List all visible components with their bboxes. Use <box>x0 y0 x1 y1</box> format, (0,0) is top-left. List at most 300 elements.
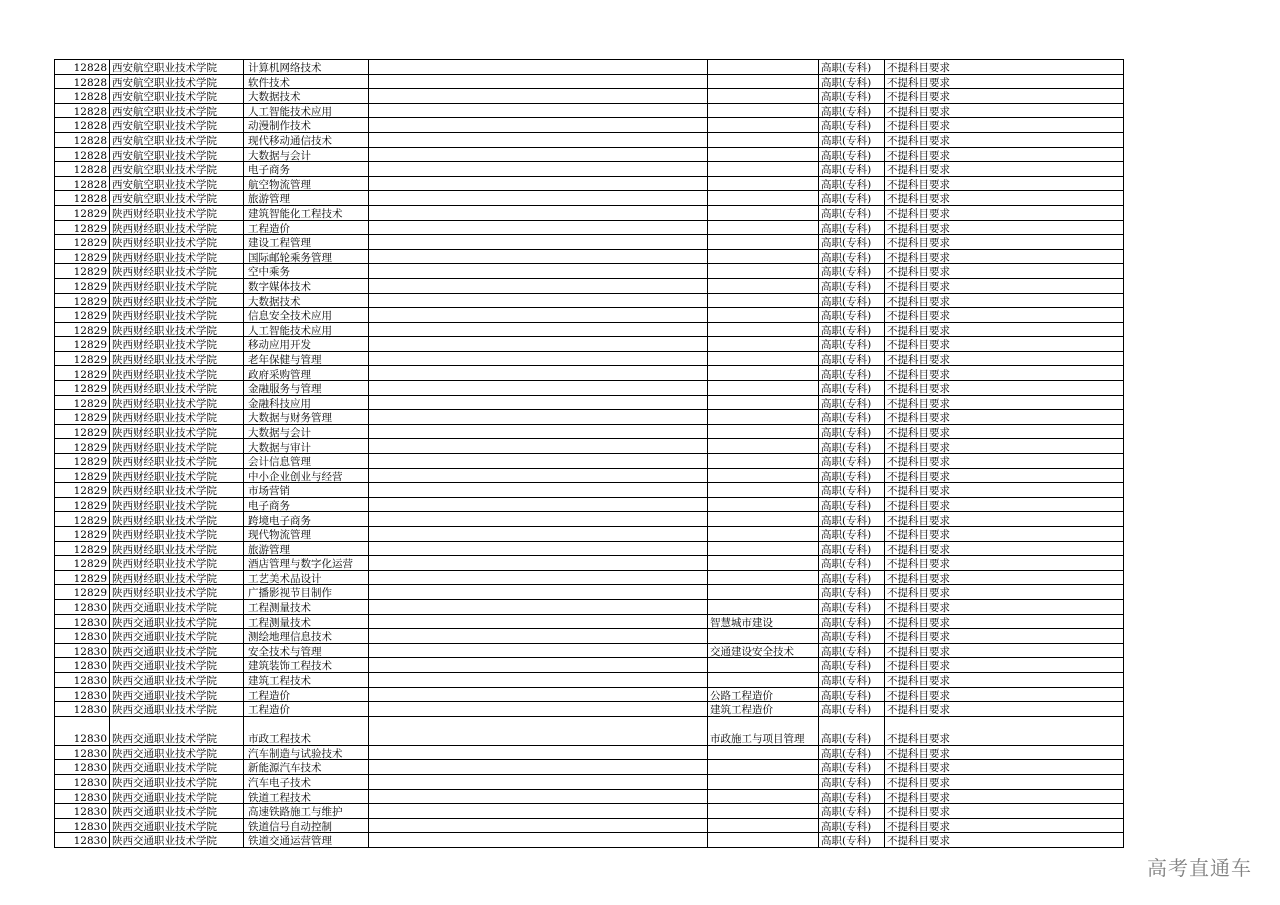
cell-subject-requirement: 不提科目要求 <box>885 497 1124 512</box>
cell-major-direction <box>708 570 819 585</box>
cell-school-code: 12829 <box>55 395 110 410</box>
cell-note <box>369 614 708 629</box>
cell-subject-requirement: 不提科目要求 <box>885 687 1124 702</box>
cell-school-name: 西安航空职业技术学院 <box>110 118 244 133</box>
cell-school-name: 陕西交通职业技术学院 <box>110 643 244 658</box>
cell-level: 高职(专科) <box>819 658 885 673</box>
cell-school-name: 陕西交通职业技术学院 <box>110 658 244 673</box>
cell-major-direction <box>708 760 819 775</box>
cell-note <box>369 118 708 133</box>
cell-school-name: 陕西财经职业技术学院 <box>110 556 244 571</box>
cell-note <box>369 512 708 527</box>
cell-major-name: 中小企业创业与经营 <box>244 468 369 483</box>
cell-level: 高职(专科) <box>819 804 885 819</box>
table-row <box>55 658 1124 673</box>
table-row <box>55 804 1124 819</box>
cell-major-name: 大数据与财务管理 <box>244 410 369 425</box>
cell-major-name: 金融服务与管理 <box>244 381 369 396</box>
cell-school-code: 12829 <box>55 527 110 542</box>
table-row <box>55 483 1124 498</box>
cell-subject-requirement: 不提科目要求 <box>885 658 1124 673</box>
cell-note <box>369 833 708 848</box>
table-body <box>55 60 1124 848</box>
table-row <box>55 220 1124 235</box>
cell-major-name: 现代物流管理 <box>244 527 369 542</box>
cell-note <box>369 774 708 789</box>
cell-school-code: 12828 <box>55 191 110 206</box>
cell-major-name: 信息安全技术应用 <box>244 308 369 323</box>
cell-school-name: 陕西交通职业技术学院 <box>110 687 244 702</box>
cell-major-direction <box>708 439 819 454</box>
table-row <box>55 672 1124 687</box>
cell-level: 高职(专科) <box>819 745 885 760</box>
cell-major-name: 建设工程管理 <box>244 235 369 250</box>
cell-school-code: 12829 <box>55 541 110 556</box>
cell-subject-requirement: 不提科目要求 <box>885 322 1124 337</box>
cell-school-code: 12830 <box>55 687 110 702</box>
cell-major-name: 酒店管理与数字化运营 <box>244 556 369 571</box>
cell-note <box>369 745 708 760</box>
cell-note <box>369 395 708 410</box>
cell-school-name: 陕西财经职业技术学院 <box>110 249 244 264</box>
cell-major-direction <box>708 235 819 250</box>
cell-major-name: 测绘地理信息技术 <box>244 629 369 644</box>
table-row <box>55 789 1124 804</box>
cell-major-name: 大数据与会计 <box>244 147 369 162</box>
cell-subject-requirement: 不提科目要求 <box>885 74 1124 89</box>
cell-major-direction <box>708 381 819 396</box>
table-row <box>55 629 1124 644</box>
cell-major-direction <box>708 176 819 191</box>
cell-subject-requirement: 不提科目要求 <box>885 570 1124 585</box>
cell-major-name: 软件技术 <box>244 74 369 89</box>
cell-subject-requirement: 不提科目要求 <box>885 162 1124 177</box>
cell-school-name: 陕西交通职业技术学院 <box>110 614 244 629</box>
cell-major-direction <box>708 74 819 89</box>
cell-major-direction <box>708 89 819 104</box>
cell-level: 高职(专科) <box>819 541 885 556</box>
cell-major-direction: 交通建设安全技术 <box>708 643 819 658</box>
cell-level: 高职(专科) <box>819 702 885 717</box>
cell-major-direction <box>708 512 819 527</box>
cell-subject-requirement: 不提科目要求 <box>885 424 1124 439</box>
table-row <box>55 833 1124 848</box>
cell-subject-requirement: 不提科目要求 <box>885 527 1124 542</box>
cell-note <box>369 132 708 147</box>
cell-note <box>369 337 708 352</box>
cell-level: 高职(专科) <box>819 103 885 118</box>
cell-subject-requirement: 不提科目要求 <box>885 235 1124 250</box>
table-row <box>55 366 1124 381</box>
cell-major-direction <box>708 395 819 410</box>
cell-major-name: 移动应用开发 <box>244 337 369 352</box>
cell-school-code: 12830 <box>55 599 110 614</box>
cell-major-name: 旅游管理 <box>244 541 369 556</box>
cell-subject-requirement: 不提科目要求 <box>885 264 1124 279</box>
cell-major-name: 空中乘务 <box>244 264 369 279</box>
cell-subject-requirement: 不提科目要求 <box>885 585 1124 600</box>
table-row <box>55 424 1124 439</box>
cell-level: 高职(专科) <box>819 191 885 206</box>
cell-level: 高职(专科) <box>819 278 885 293</box>
cell-school-name: 陕西财经职业技术学院 <box>110 278 244 293</box>
cell-major-name: 铁道工程技术 <box>244 789 369 804</box>
cell-level: 高职(专科) <box>819 716 885 745</box>
cell-note <box>369 789 708 804</box>
cell-note <box>369 468 708 483</box>
cell-school-name: 陕西财经职业技术学院 <box>110 293 244 308</box>
cell-major-direction <box>708 337 819 352</box>
cell-level: 高职(专科) <box>819 570 885 585</box>
table-row <box>55 643 1124 658</box>
table-row <box>55 614 1124 629</box>
cell-note <box>369 483 708 498</box>
cell-school-code: 12829 <box>55 497 110 512</box>
cell-school-name: 陕西交通职业技术学院 <box>110 745 244 760</box>
cell-note <box>369 410 708 425</box>
cell-school-code: 12830 <box>55 745 110 760</box>
table-row <box>55 147 1124 162</box>
watermark-text: 高考直通车 <box>1147 856 1252 880</box>
cell-level: 高职(专科) <box>819 556 885 571</box>
cell-school-name: 陕西交通职业技术学院 <box>110 833 244 848</box>
cell-school-name: 陕西交通职业技术学院 <box>110 702 244 717</box>
cell-level: 高职(专科) <box>819 410 885 425</box>
cell-subject-requirement: 不提科目要求 <box>885 702 1124 717</box>
cell-school-code: 12828 <box>55 60 110 75</box>
cell-subject-requirement: 不提科目要求 <box>885 337 1124 352</box>
cell-note <box>369 278 708 293</box>
cell-major-direction <box>708 672 819 687</box>
cell-school-name: 陕西财经职业技术学院 <box>110 395 244 410</box>
table-row <box>55 599 1124 614</box>
cell-major-name: 市政工程技术 <box>244 716 369 745</box>
cell-subject-requirement: 不提科目要求 <box>885 745 1124 760</box>
table-row <box>55 745 1124 760</box>
cell-note <box>369 818 708 833</box>
table-row <box>55 527 1124 542</box>
cell-school-name: 西安航空职业技术学院 <box>110 89 244 104</box>
cell-major-name: 大数据技术 <box>244 293 369 308</box>
cell-level: 高职(专科) <box>819 220 885 235</box>
table-row <box>55 760 1124 775</box>
cell-subject-requirement: 不提科目要求 <box>885 147 1124 162</box>
cell-school-code: 12828 <box>55 118 110 133</box>
table-row <box>55 89 1124 104</box>
cell-major-name: 跨境电子商务 <box>244 512 369 527</box>
cell-school-code: 12829 <box>55 337 110 352</box>
cell-subject-requirement: 不提科目要求 <box>885 716 1124 745</box>
cell-level: 高职(专科) <box>819 337 885 352</box>
cell-school-code: 12830 <box>55 716 110 745</box>
cell-school-name: 西安航空职业技术学院 <box>110 103 244 118</box>
cell-subject-requirement: 不提科目要求 <box>885 220 1124 235</box>
table-row <box>55 468 1124 483</box>
cell-major-direction <box>708 556 819 571</box>
table-row <box>55 687 1124 702</box>
cell-major-name: 旅游管理 <box>244 191 369 206</box>
cell-major-name: 工艺美术品设计 <box>244 570 369 585</box>
cell-school-code: 12828 <box>55 89 110 104</box>
cell-subject-requirement: 不提科目要求 <box>885 833 1124 848</box>
cell-subject-requirement: 不提科目要求 <box>885 103 1124 118</box>
cell-subject-requirement: 不提科目要求 <box>885 760 1124 775</box>
cell-subject-requirement: 不提科目要求 <box>885 132 1124 147</box>
cell-school-code: 12830 <box>55 804 110 819</box>
cell-school-name: 西安航空职业技术学院 <box>110 74 244 89</box>
cell-major-direction <box>708 818 819 833</box>
cell-level: 高职(专科) <box>819 205 885 220</box>
cell-major-direction <box>708 541 819 556</box>
cell-school-code: 12829 <box>55 235 110 250</box>
cell-major-name: 新能源汽车技术 <box>244 760 369 775</box>
cell-note <box>369 585 708 600</box>
cell-major-direction <box>708 220 819 235</box>
cell-school-code: 12828 <box>55 74 110 89</box>
cell-major-direction <box>708 804 819 819</box>
cell-school-name: 陕西财经职业技术学院 <box>110 308 244 323</box>
table-row <box>55 118 1124 133</box>
cell-school-name: 陕西财经职业技术学院 <box>110 483 244 498</box>
cell-school-code: 12829 <box>55 468 110 483</box>
cell-note <box>369 308 708 323</box>
cell-note <box>369 454 708 469</box>
cell-major-direction <box>708 191 819 206</box>
cell-school-name: 西安航空职业技术学院 <box>110 191 244 206</box>
table-row <box>55 162 1124 177</box>
cell-school-name: 西安航空职业技术学院 <box>110 132 244 147</box>
cell-level: 高职(专科) <box>819 512 885 527</box>
cell-major-name: 安全技术与管理 <box>244 643 369 658</box>
cell-major-direction <box>708 599 819 614</box>
table-row <box>55 541 1124 556</box>
cell-school-name: 西安航空职业技术学院 <box>110 60 244 75</box>
cell-school-code: 12829 <box>55 410 110 425</box>
cell-note <box>369 760 708 775</box>
table-row <box>55 132 1124 147</box>
cell-major-name: 汽车制造与试验技术 <box>244 745 369 760</box>
cell-school-code: 12830 <box>55 833 110 848</box>
cell-note <box>369 74 708 89</box>
cell-major-name: 动漫制作技术 <box>244 118 369 133</box>
cell-major-direction: 建筑工程造价 <box>708 702 819 717</box>
cell-school-name: 陕西财经职业技术学院 <box>110 585 244 600</box>
cell-school-name: 陕西财经职业技术学院 <box>110 570 244 585</box>
cell-note <box>369 687 708 702</box>
cell-note <box>369 716 708 745</box>
cell-school-name: 陕西财经职业技术学院 <box>110 235 244 250</box>
cell-major-direction <box>708 658 819 673</box>
cell-school-code: 12829 <box>55 556 110 571</box>
cell-note <box>369 672 708 687</box>
cell-school-code: 12828 <box>55 176 110 191</box>
cell-level: 高职(专科) <box>819 249 885 264</box>
cell-subject-requirement: 不提科目要求 <box>885 818 1124 833</box>
table-row <box>55 74 1124 89</box>
table-row <box>55 774 1124 789</box>
cell-level: 高职(专科) <box>819 439 885 454</box>
cell-major-direction <box>708 629 819 644</box>
cell-note <box>369 424 708 439</box>
cell-subject-requirement: 不提科目要求 <box>885 789 1124 804</box>
cell-subject-requirement: 不提科目要求 <box>885 643 1124 658</box>
table-row <box>55 716 1124 745</box>
cell-major-name: 建筑工程技术 <box>244 672 369 687</box>
cell-note <box>369 556 708 571</box>
cell-major-name: 大数据与会计 <box>244 424 369 439</box>
cell-school-code: 12829 <box>55 293 110 308</box>
cell-school-name: 陕西财经职业技术学院 <box>110 322 244 337</box>
cell-level: 高职(专科) <box>819 527 885 542</box>
table-row <box>55 585 1124 600</box>
cell-major-direction <box>708 147 819 162</box>
cell-subject-requirement: 不提科目要求 <box>885 118 1124 133</box>
cell-subject-requirement: 不提科目要求 <box>885 293 1124 308</box>
cell-level: 高职(专科) <box>819 366 885 381</box>
cell-level: 高职(专科) <box>819 585 885 600</box>
cell-major-name: 建筑智能化工程技术 <box>244 205 369 220</box>
cell-level: 高职(专科) <box>819 643 885 658</box>
cell-major-name: 电子商务 <box>244 162 369 177</box>
cell-major-name: 工程测量技术 <box>244 599 369 614</box>
table-row <box>55 570 1124 585</box>
cell-major-direction <box>708 774 819 789</box>
cell-subject-requirement: 不提科目要求 <box>885 366 1124 381</box>
cell-major-name: 大数据技术 <box>244 89 369 104</box>
cell-school-name: 陕西财经职业技术学院 <box>110 439 244 454</box>
cell-school-name: 陕西交通职业技术学院 <box>110 716 244 745</box>
cell-major-name: 航空物流管理 <box>244 176 369 191</box>
cell-note <box>369 147 708 162</box>
cell-school-name: 陕西交通职业技术学院 <box>110 599 244 614</box>
cell-major-name: 会计信息管理 <box>244 454 369 469</box>
cell-major-direction <box>708 132 819 147</box>
cell-level: 高职(专科) <box>819 89 885 104</box>
cell-school-name: 陕西交通职业技术学院 <box>110 789 244 804</box>
table-row <box>55 395 1124 410</box>
cell-major-name: 国际邮轮乘务管理 <box>244 249 369 264</box>
cell-note <box>369 249 708 264</box>
cell-major-direction <box>708 410 819 425</box>
cell-level: 高职(专科) <box>819 322 885 337</box>
cell-school-name: 陕西财经职业技术学院 <box>110 454 244 469</box>
cell-school-code: 12830 <box>55 702 110 717</box>
cell-subject-requirement: 不提科目要求 <box>885 381 1124 396</box>
cell-major-name: 工程造价 <box>244 220 369 235</box>
cell-major-name: 建筑装饰工程技术 <box>244 658 369 673</box>
cell-major-name: 人工智能技术应用 <box>244 322 369 337</box>
table-row <box>55 702 1124 717</box>
cell-major-direction <box>708 497 819 512</box>
cell-major-direction <box>708 162 819 177</box>
cell-school-code: 12829 <box>55 512 110 527</box>
cell-note <box>369 599 708 614</box>
cell-level: 高职(专科) <box>819 264 885 279</box>
table-row <box>55 264 1124 279</box>
cell-school-code: 12829 <box>55 483 110 498</box>
cell-level: 高职(专科) <box>819 483 885 498</box>
cell-school-code: 12830 <box>55 789 110 804</box>
cell-level: 高职(专科) <box>819 176 885 191</box>
table-row <box>55 322 1124 337</box>
cell-note <box>369 497 708 512</box>
cell-school-name: 陕西财经职业技术学院 <box>110 337 244 352</box>
table-row <box>55 205 1124 220</box>
cell-note <box>369 643 708 658</box>
cell-school-name: 西安航空职业技术学院 <box>110 176 244 191</box>
cell-note <box>369 162 708 177</box>
cell-level: 高职(专科) <box>819 468 885 483</box>
cell-major-name: 人工智能技术应用 <box>244 103 369 118</box>
cell-school-code: 12830 <box>55 774 110 789</box>
cell-level: 高职(专科) <box>819 614 885 629</box>
cell-level: 高职(专科) <box>819 833 885 848</box>
cell-level: 高职(专科) <box>819 60 885 75</box>
cell-school-name: 陕西财经职业技术学院 <box>110 410 244 425</box>
table-row <box>55 556 1124 571</box>
cell-level: 高职(专科) <box>819 235 885 250</box>
cell-subject-requirement: 不提科目要求 <box>885 512 1124 527</box>
cell-note <box>369 658 708 673</box>
cell-school-code: 12829 <box>55 249 110 264</box>
cell-major-name: 工程造价 <box>244 702 369 717</box>
cell-school-name: 陕西交通职业技术学院 <box>110 804 244 819</box>
cell-major-name: 工程造价 <box>244 687 369 702</box>
cell-subject-requirement: 不提科目要求 <box>885 351 1124 366</box>
cell-school-code: 12829 <box>55 424 110 439</box>
table-row <box>55 176 1124 191</box>
cell-subject-requirement: 不提科目要求 <box>885 672 1124 687</box>
cell-major-direction <box>708 483 819 498</box>
cell-level: 高职(专科) <box>819 381 885 396</box>
table-row <box>55 351 1124 366</box>
cell-major-direction <box>708 789 819 804</box>
table-row <box>55 60 1124 75</box>
cell-note <box>369 293 708 308</box>
cell-note <box>369 191 708 206</box>
cell-note <box>369 176 708 191</box>
cell-major-name: 汽车电子技术 <box>244 774 369 789</box>
cell-subject-requirement: 不提科目要求 <box>885 249 1124 264</box>
cell-major-name: 铁道信号自动控制 <box>244 818 369 833</box>
cell-major-direction <box>708 205 819 220</box>
cell-school-name: 陕西财经职业技术学院 <box>110 527 244 542</box>
cell-subject-requirement: 不提科目要求 <box>885 599 1124 614</box>
cell-major-direction <box>708 103 819 118</box>
cell-major-direction: 公路工程造价 <box>708 687 819 702</box>
table-row <box>55 381 1124 396</box>
cell-school-code: 12829 <box>55 264 110 279</box>
cell-major-direction <box>708 745 819 760</box>
cell-level: 高职(专科) <box>819 74 885 89</box>
cell-major-direction <box>708 322 819 337</box>
table-row <box>55 249 1124 264</box>
cell-level: 高职(专科) <box>819 629 885 644</box>
cell-note <box>369 439 708 454</box>
cell-note <box>369 322 708 337</box>
cell-subject-requirement: 不提科目要求 <box>885 454 1124 469</box>
cell-school-name: 陕西交通职业技术学院 <box>110 760 244 775</box>
cell-level: 高职(专科) <box>819 789 885 804</box>
cell-major-direction <box>708 833 819 848</box>
cell-note <box>369 629 708 644</box>
cell-school-name: 陕西财经职业技术学院 <box>110 205 244 220</box>
cell-level: 高职(专科) <box>819 760 885 775</box>
cell-school-code: 12830 <box>55 672 110 687</box>
cell-major-name: 高速铁路施工与维护 <box>244 804 369 819</box>
cell-major-direction <box>708 308 819 323</box>
table-row <box>55 103 1124 118</box>
